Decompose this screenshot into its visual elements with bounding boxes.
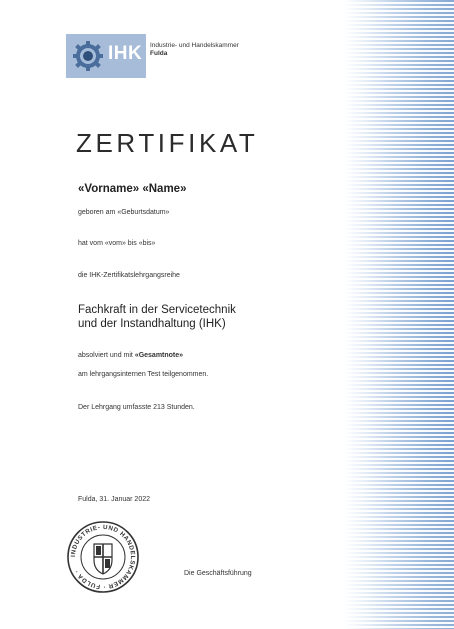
- birth-line: [78, 209, 169, 216]
- course-line1: Fachkraft in der Servicetechnik: [78, 304, 236, 316]
- birth-prefix: geboren am: [78, 209, 118, 216]
- organization-line2: Fulda: [150, 50, 168, 57]
- signature-label: Die Geschäftsführung: [184, 570, 252, 577]
- series-line: die IHK-Zertifikatslehrgangsreihe: [78, 272, 180, 279]
- birth-field: «Geburtsdatum»: [117, 209, 170, 216]
- certificate-title: ZERTIFIKAT: [76, 128, 259, 158]
- course-line2: und der Instandhaltung (IHK): [78, 318, 226, 330]
- test-line: am lehrgangsinternen Test teilgenommen.: [78, 371, 209, 378]
- course-name: [78, 303, 236, 331]
- seal-ring-text: INDUSTRIE- UND HANDELSKAMMER · FULDA ·: [69, 523, 137, 591]
- recipient-name: «Vorname» «Name»: [78, 183, 187, 195]
- ihk-logo: [66, 34, 244, 78]
- grade-line: [78, 352, 183, 359]
- decorative-stripes-fade: [344, 0, 454, 629]
- grade-field: «Gesamtnote»: [134, 352, 184, 359]
- organization-line1: Industrie- und Handelskammer: [150, 42, 239, 49]
- gear-emblem-icon: [70, 40, 106, 72]
- grade-prefix: absolviert und mit: [78, 352, 135, 359]
- hours-line: Der Lehrgang umfasste 213 Stunden.: [78, 404, 195, 411]
- official-seal-icon: [66, 520, 140, 594]
- organization-name: [150, 42, 239, 58]
- logo-letters: IHK: [108, 43, 143, 64]
- logo-box: [66, 34, 146, 78]
- place-date: Fulda, 31. Januar 2022: [78, 496, 150, 503]
- dates-line: hat vom «vom» bis «bis»: [78, 240, 156, 247]
